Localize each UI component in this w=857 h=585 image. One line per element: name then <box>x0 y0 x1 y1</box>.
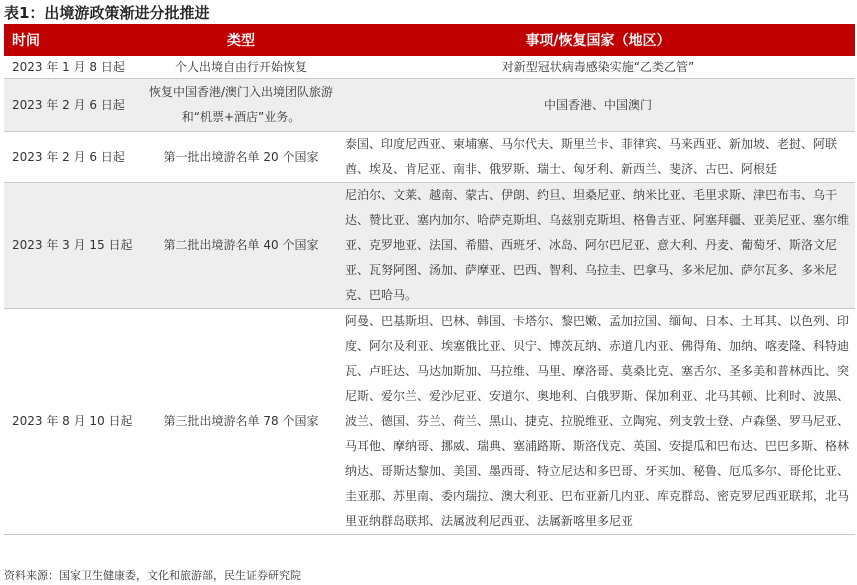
row-time: 2023 年 8 月 10 日起 <box>4 309 141 535</box>
row-time: 2023 年 1 月 8 日起 <box>4 56 141 79</box>
row-time: 2023 年 2 月 6 日起 <box>4 132 141 183</box>
row-type: 个人出境自由行开始恢复 <box>141 56 341 79</box>
table-title: 表1：出境游政策渐进分批推进 <box>4 4 210 22</box>
header-type: 类型 <box>141 24 341 56</box>
row-type: 第一批出境游名单 20 个国家 <box>141 132 341 183</box>
table-row <box>4 79 855 132</box>
row-detail: 阿曼、巴基斯坦、巴林、韩国、卡塔尔、黎巴嫩、孟加拉国、缅甸、日本、土耳其、以色列、印度、阿尔及利亚、埃塞俄比亚、贝宁、博茨瓦纳、赤道几内亚、佛得角、加纳、喀麦隆、科特迪瓦、卢旺达、马达加斯加、马拉维、马里、摩洛哥、莫桑比克、塞舌尔、圣多美和普林西比、突尼斯、爱尔兰、爱沙尼亚、安道尔、奥地利、白俄罗斯、保加利亚、北马其顿、比利时、波黑、波兰、德国、芬兰、荷兰、黑山、捷克、拉脱维亚、立陶宛、列支敦士登、卢森堡、罗马尼亚、马耳他、摩纳哥、挪威、瑞典、塞浦路斯、斯洛伐克、英国、安提瓜和巴布达、巴巴多斯、格林纳达、哥斯达黎加、美国、墨西哥、特立尼达和多巴哥、牙买加、秘鲁、厄瓜多尔、哥伦比亚、圭亚那、苏里南、委内瑞拉、澳大利亚、巴布亚新几内亚、库克群岛、密克罗尼西亚联邦，北马里亚纳群岛联邦、法属波利尼西亚、法属新喀里多尼亚 <box>341 309 855 535</box>
table-row <box>4 309 855 535</box>
row-detail: 对新型冠状病毒感染实施“乙类乙管” <box>341 56 855 79</box>
header-time: 时间 <box>4 24 141 56</box>
table-row <box>4 56 855 79</box>
row-type: 第二批出境游名单 40 个国家 <box>141 183 341 309</box>
policy-table <box>4 24 855 535</box>
table-row <box>4 132 855 183</box>
header-detail: 事项/恢复国家（地区） <box>341 24 855 56</box>
row-detail: 中国香港、中国澳门 <box>341 79 855 132</box>
row-detail: 泰国、印度尼西亚、柬埔寨、马尔代夫、斯里兰卡、菲律宾、马来西亚、新加坡、老挝、阿联酋、埃及、肯尼亚、南非、俄罗斯、瑞士、匈牙利、新西兰、斐济、古巴、阿根廷 <box>341 132 855 183</box>
table-header-row <box>4 24 855 56</box>
row-time: 2023 年 3 月 15 日起 <box>4 183 141 309</box>
row-type: 恢复中国香港/澳门入出境团队旅游和“机票+酒店”业务。 <box>141 79 341 132</box>
row-type: 第三批出境游名单 78 个国家 <box>141 309 341 535</box>
row-detail: 尼泊尔、文莱、越南、蒙古、伊朗、约旦、坦桑尼亚、纳米比亚、毛里求斯、津巴布韦、乌干达、赞比亚、塞内加尔、哈萨克斯坦、乌兹别克斯坦、格鲁吉亚、阿塞拜疆、亚美尼亚、塞尔维亚、克罗地亚、法国、希腊、西班牙、冰岛、阿尔巴尼亚、意大利、丹麦、葡萄牙、斯洛文尼亚、瓦努阿图、汤加、萨摩亚、巴西、智利、乌拉圭、巴拿马、多米尼加、萨尔瓦多、多米尼克、巴哈马。 <box>341 183 855 309</box>
row-time: 2023 年 2 月 6 日起 <box>4 79 141 132</box>
table-row <box>4 183 855 309</box>
source-note: 资料来源：国家卫生健康委，文化和旅游部，民生证券研究院 <box>4 569 301 582</box>
